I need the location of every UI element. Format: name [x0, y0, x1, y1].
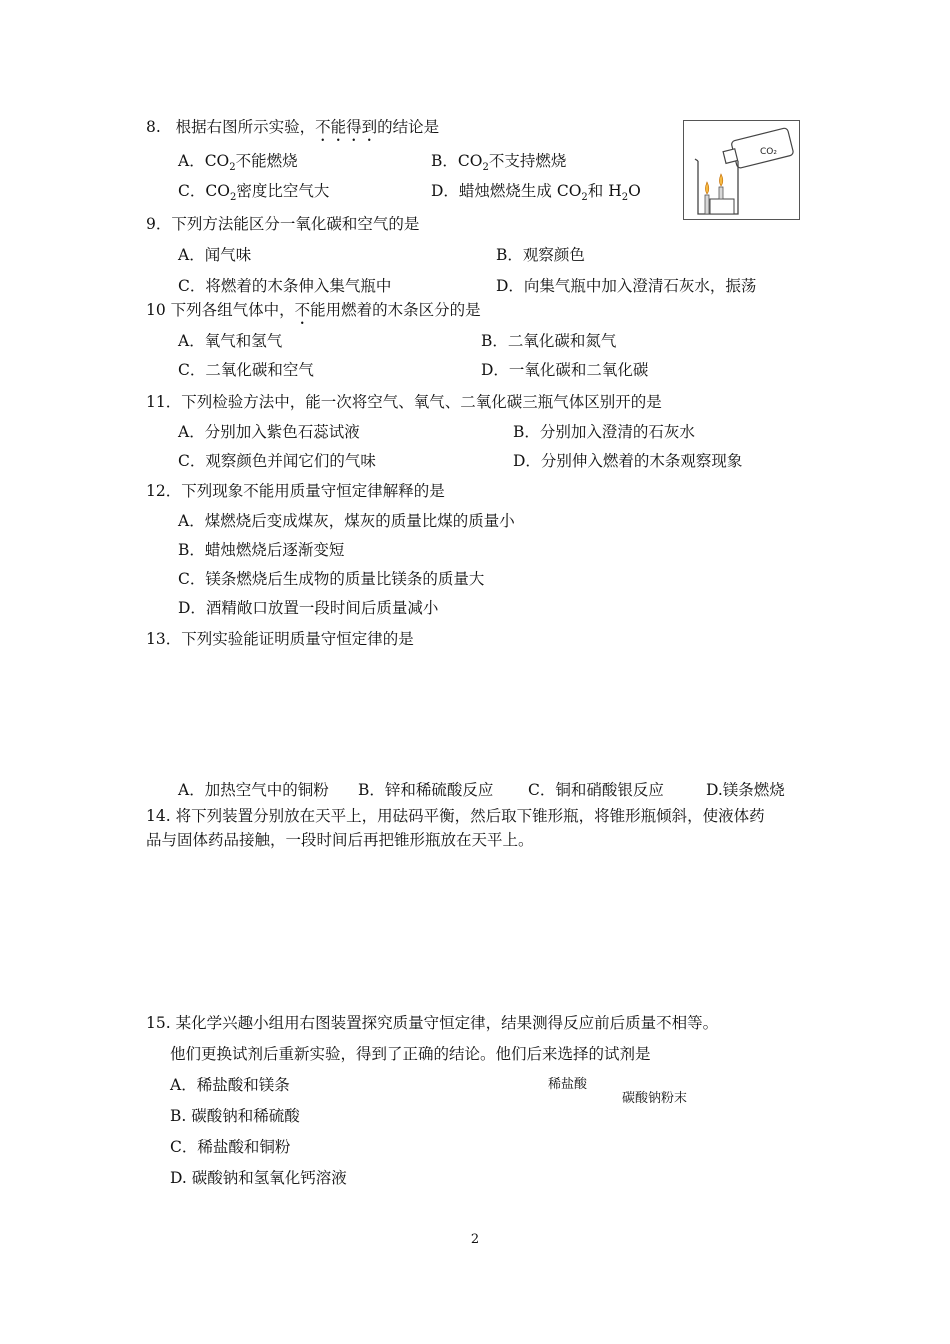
q8-number: 8.	[146, 118, 161, 136]
q11-stem: 11．下列检验方法中，能一次将空气、氧气、二氧化碳三瓶气体区别开的是	[146, 393, 662, 411]
q10-option-c: C．二氧化碳和空气	[178, 361, 314, 379]
q9-option-c: C．将燃着的木条伸入集气瓶中	[178, 277, 392, 295]
q9-option-b: B．观察颜色	[496, 246, 585, 264]
q15-label-sodium-carbonate-powder: 碳酸钠粉末	[622, 1091, 688, 1106]
q12-option-d: D．酒精敞口放置一段时间后质量减小	[178, 599, 439, 617]
q9-option-a: A．闻气味	[178, 246, 252, 264]
q12-option-a: A．煤燃烧后变成煤灰，煤灰的质量比煤的质量小	[178, 512, 515, 530]
q15-line-2: 他们更换试剂后重新实验，得到了正确的结论。他们后来选择的试剂是	[170, 1045, 651, 1063]
q10-option-d: D．一氧化碳和二氧化碳	[481, 361, 649, 379]
q11-option-d: D．分别伸入燃着的木条观察现象	[513, 452, 743, 470]
page-number: 2	[470, 1232, 480, 1247]
q15-label-hydrochloric-acid: 稀盐酸	[548, 1077, 588, 1092]
q13-option-a: A．加热空气中的铜粉	[178, 781, 329, 799]
q12-stem: 12．下列现象不能用质量守恒定律解释的是	[146, 482, 445, 500]
q10-option-a: A．氧气和氢气	[178, 332, 283, 350]
q10-stem: 10 下列各组气体中，不能用燃着的木条区分的是	[146, 301, 481, 319]
q12-option-c: C．镁条燃烧后生成物的质量比镁条的质量大	[178, 570, 485, 588]
q13-option-b: B．锌和稀硫酸反应	[358, 781, 494, 799]
q8-option-b: B．$CO_2$不支持燃烧	[431, 152, 567, 173]
q8-stem: 8. 根据右图所示实验，不能得到的结论是	[146, 118, 440, 136]
q13-stem: 13．下列实验能证明质量守恒定律的是	[146, 630, 414, 648]
q11-option-a: A．分别加入紫色石蕊试液	[178, 423, 360, 441]
q8-option-a: A．$CO_2$不能燃烧	[178, 152, 298, 173]
q13-option-d: D.镁条燃烧	[706, 781, 785, 799]
q15-option-c: C．稀盐酸和铜粉	[170, 1138, 291, 1156]
co2-experiment-illustration	[684, 121, 799, 219]
q15-option-b: B. 碳酸钠和稀硫酸	[170, 1107, 300, 1125]
q8-option-d: D．蜡烛燃烧生成 $CO_2$和 $H_2O$	[431, 182, 641, 203]
q11-option-c: C．观察颜色并闻它们的气味	[178, 452, 376, 470]
co2-label: CO₂	[760, 147, 777, 157]
q13-option-c: C．铜和硝酸银反应	[528, 781, 664, 799]
q14-line-1: 14. 将下列装置分别放在天平上，用砝码平衡，然后取下锥形瓶，将锥形瓶倾斜，使液体药	[146, 807, 765, 825]
q10-option-b: B．二氧化碳和氮气	[481, 332, 617, 350]
q8-option-c: C．$CO_2$密度比空气大	[178, 182, 330, 203]
q9-stem: 9．下列方法能区分一氧化碳和空气的是	[146, 215, 420, 233]
q15-option-a: A．稀盐酸和镁条	[170, 1076, 290, 1094]
q15-line-1: 15. 某化学兴趣小组用右图装置探究质量守恒定律，结果测得反应前后质量不相等。	[146, 1014, 719, 1032]
q12-option-b: B．蜡烛燃烧后逐渐变短	[178, 541, 345, 559]
q8-figure	[683, 120, 800, 220]
q14-line-2: 品与固体药品接触，一段时间后再把锥形瓶放在天平上。	[146, 831, 534, 849]
q11-option-b: B．分别加入澄清的石灰水	[513, 423, 695, 441]
q8-emphasis: 不能得到	[315, 118, 378, 136]
q9-option-d: D．向集气瓶中加入澄清石灰水，振荡	[496, 277, 757, 295]
q15-option-d: D. 碳酸钠和氢氧化钙溶液	[170, 1169, 347, 1187]
q10-emphasis: 不	[294, 301, 311, 319]
